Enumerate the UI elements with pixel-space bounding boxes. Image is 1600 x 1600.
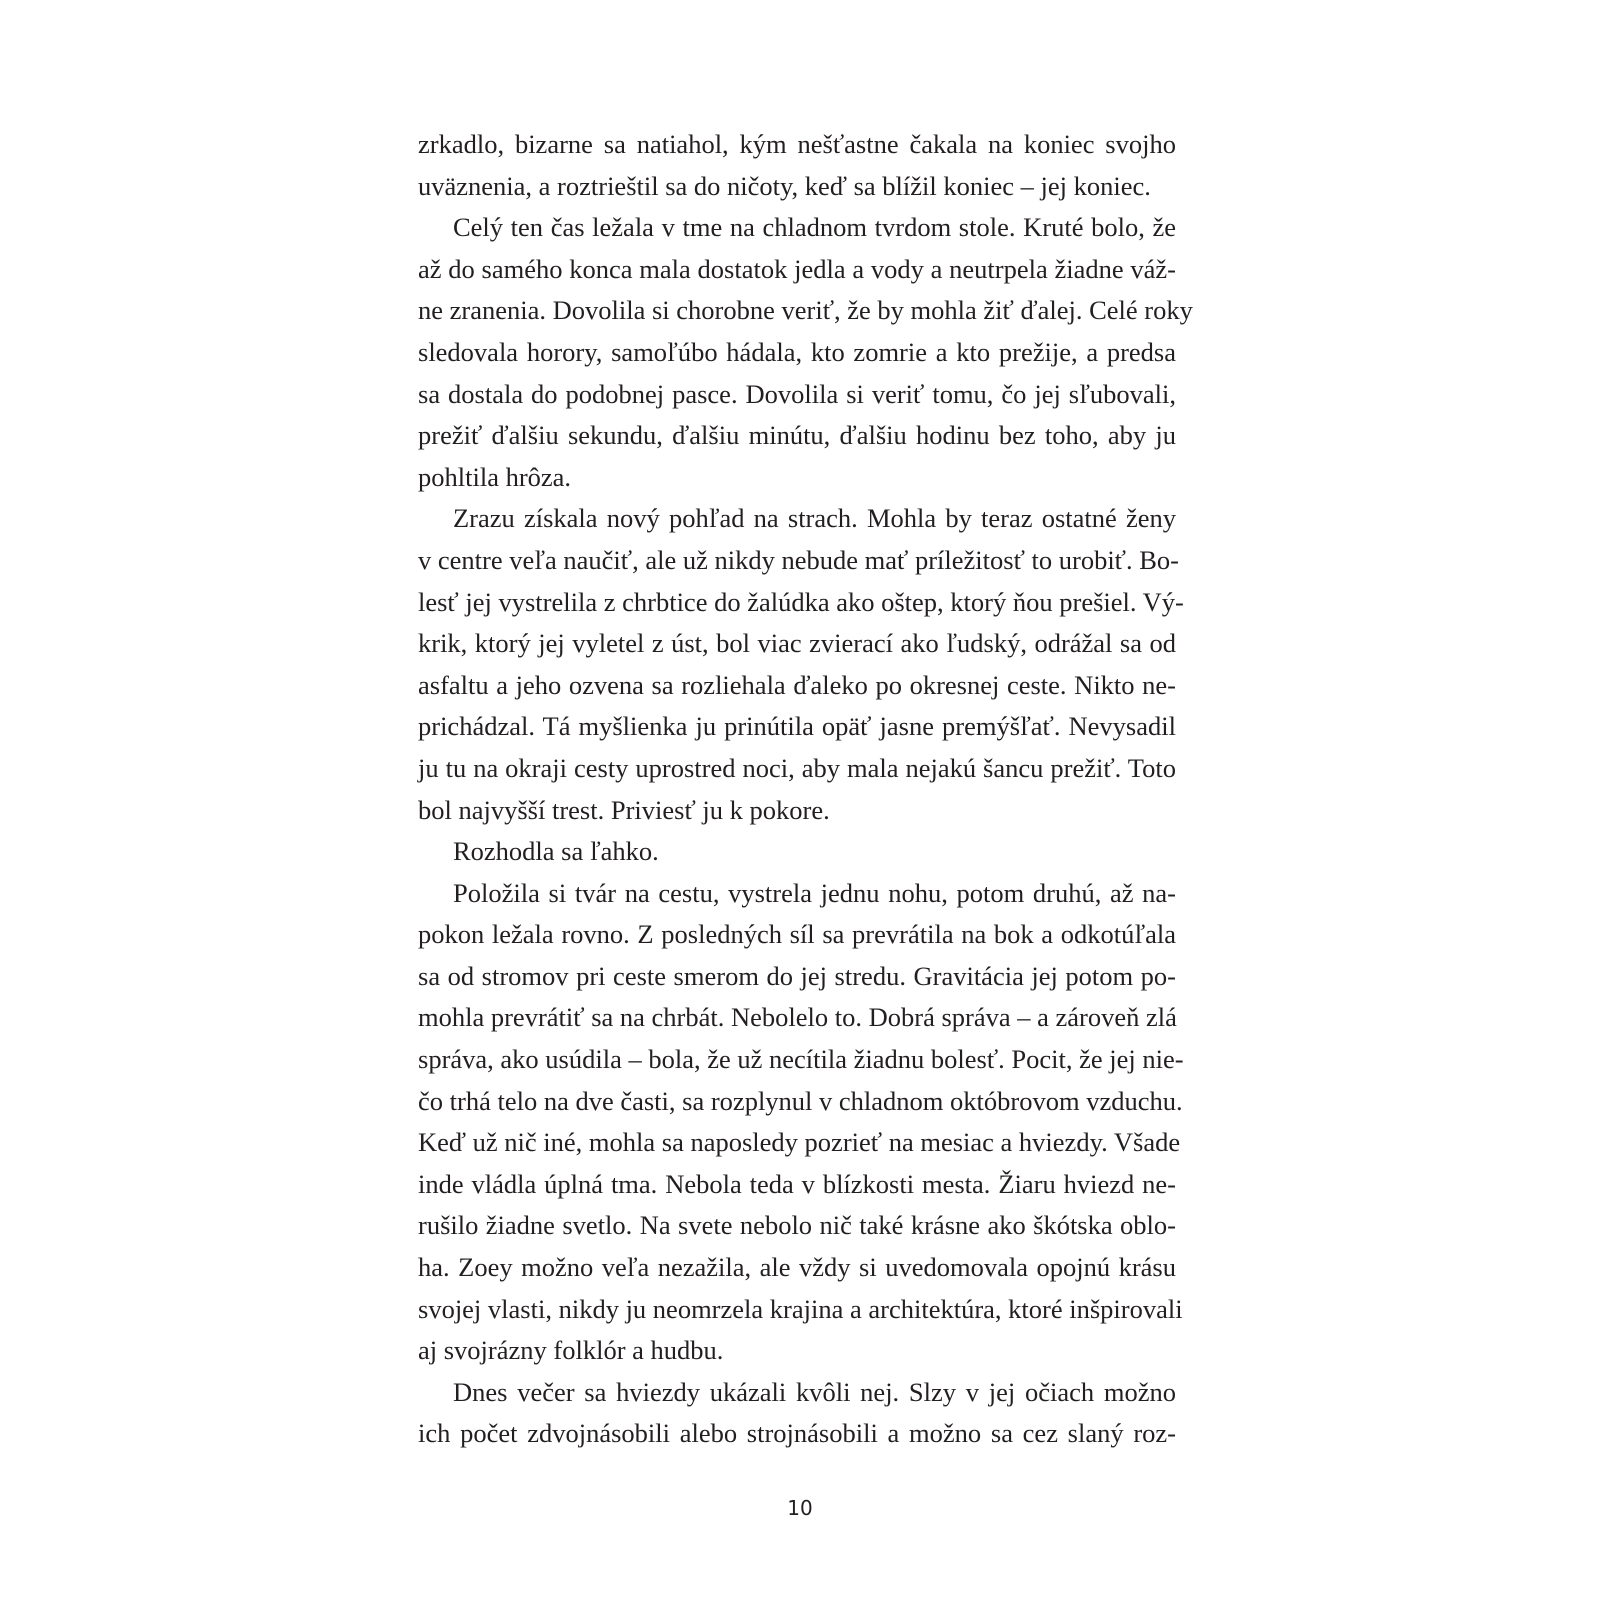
text-line: sa od stromov pri ceste smerom do jej stredu. Gravitácia jej potom po-	[418, 960, 1176, 991]
text-line: lesť jej vystrelila z chrbtice do žalúdka ako oštep, ktorý ňou prešiel. Vý-	[418, 586, 1184, 617]
text-line: zrkadlo, bizarne sa natiahol, kým nešťastne čakala na koniec svojho	[418, 129, 1176, 159]
text-line: rušilo žiadne svetlo. Na svete nebolo nič také krásne ako škótska oblo-	[418, 1210, 1176, 1241]
text-line: pokon ležala rovno. Z posledných síl sa prevrátila na bok a odkotúľala	[418, 919, 1176, 950]
text-line: asfaltu a jeho ozvena sa rozliehala ďaleko po okresnej ceste. Nikto ne-	[418, 669, 1176, 700]
text-line: ich počet zdvojnásobili alebo strojnásobili a možno sa cez slaný roz-	[418, 1418, 1176, 1449]
text-line: prichádzal. Tá myšlienka ju prinútila opäť jasne premýšľať. Nevysadil	[418, 711, 1176, 742]
page-number: 10	[787, 1496, 813, 1520]
text-line: mohla prevrátiť sa na chrbát. Nebolelo to. Dobrá správa – a zároveň zlá	[418, 1002, 1177, 1033]
text-line: čo trhá telo na dve časti, sa rozplynul v chladnom októbrovom vzduchu.	[418, 1085, 1183, 1116]
text-line: ha. Zoey možno veľa nezažila, ale vždy si uvedomovala opojnú krásu	[418, 1252, 1176, 1283]
text-line: prežiť ďalšiu sekundu, ďalšiu minútu, ďalšiu hodinu bez toho, aby ju	[418, 420, 1176, 451]
text-line: bol najvyšší trest. Priviesť ju k pokore.	[418, 794, 830, 825]
body-text	[418, 124, 1193, 1455]
text-line: správa, ako usúdila – bola, že už necítila žiadnu bolesť. Pocit, že jej nie-	[418, 1044, 1184, 1075]
text-line: krik, ktorý jej vyletel z úst, bol viac zvierací ako ľudský, odrážal sa od	[418, 628, 1176, 659]
text-line: sa dostala do podobnej pasce. Dovolila si veriť tomu, čo jej sľubovali,	[418, 378, 1176, 409]
text-line: ju tu na okraji cesty uprostred noci, aby mala nejakú šancu prežiť. Toto	[418, 752, 1176, 783]
text-line: Celý ten čas ležala v tme na chladnom tvrdom stole. Kruté bolo, že	[453, 212, 1176, 243]
text-line: uväznenia, a roztrieštil sa do ničoty, keď sa blížil koniec – jej koniec.	[418, 170, 1151, 201]
text-line: aj svojrázny folklór a hudbu.	[418, 1335, 724, 1366]
text-line: pohltila hrôza.	[418, 461, 572, 492]
text-line: ne zranenia. Dovolila si chorobne veriť, že by mohla žiť ďalej. Celé roky	[418, 295, 1193, 326]
text-line: Keď už nič iné, mohla sa naposledy pozrieť na mesiac a hviezdy. Všade	[418, 1127, 1181, 1158]
text-line: svojej vlasti, nikdy ju neomrzela krajina a architektúra, ktoré inšpirovali	[418, 1293, 1183, 1324]
text-line: sledovala horory, samoľúbo hádala, kto zomrie a kto prežije, a predsa	[418, 336, 1176, 367]
text-line: inde vládla úplná tma. Nebola teda v blízkosti mesta. Žiaru hviezd ne-	[418, 1168, 1176, 1199]
text-line: až do samého konca mala dostatok jedla a vody a neutrpela žiadne váž-	[418, 253, 1176, 284]
text-line: Dnes večer sa hviezdy ukázali kvôli nej. Slzy v jej očiach možno	[453, 1376, 1176, 1407]
text-line: Zrazu získala nový pohľad na strach. Mohla by teraz ostatné ženy	[453, 503, 1176, 534]
text-line: Položila si tvár na cestu, vystrela jednu nohu, potom druhú, až na-	[453, 877, 1176, 908]
text-line: v centre veľa naučiť, ale už nikdy nebude mať príležitosť to urobiť. Bo-	[418, 544, 1180, 575]
text-line: Rozhodla sa ľahko.	[453, 836, 659, 867]
